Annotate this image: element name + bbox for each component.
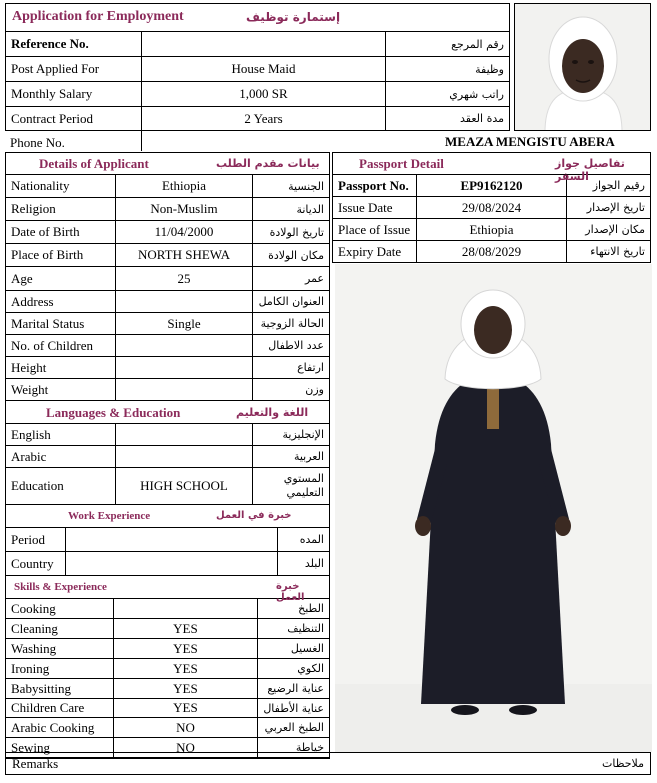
full-body-illustration — [335, 264, 652, 752]
skill-label-arabic: التنظيف — [258, 619, 330, 639]
arabic-label: Arabic — [6, 446, 116, 468]
detail-row — [6, 267, 330, 291]
skill-value: NO — [113, 738, 258, 758]
skill-label-arabic: عناية الأطفال — [258, 699, 330, 718]
headshot-illustration — [515, 4, 651, 131]
age-label-arabic: عمر — [253, 267, 330, 291]
weight-label-arabic: وزن — [253, 379, 330, 401]
header-table — [5, 31, 510, 131]
details-title: Details of Applicant — [39, 156, 149, 171]
address-label: Address — [6, 291, 116, 313]
nationality-value: Ethiopia — [116, 175, 253, 198]
work-heading — [6, 505, 329, 527]
skill-label-arabic: الطبخ — [258, 599, 330, 619]
detail-row — [6, 198, 330, 221]
skill-label: Cooking — [6, 599, 114, 619]
skill-label: Ironing — [6, 659, 114, 679]
language-row — [6, 424, 330, 446]
skill-value: YES — [113, 699, 258, 718]
salary-label: Monthly Salary — [6, 82, 142, 107]
religion-label-arabic: الديانة — [253, 198, 330, 221]
details-title-arabic: بيانات مقدم الطلب — [216, 157, 320, 170]
remarks-label-arabic: ملاحظات — [602, 757, 644, 770]
salary-label-arabic: راتب شهري — [386, 82, 510, 107]
remarks-label: Remarks — [12, 756, 59, 771]
issue-date-value: 29/08/2024 — [417, 197, 567, 219]
period-label-arabic: المده — [278, 528, 330, 552]
skill-row — [6, 639, 330, 659]
education-value: HIGH SCHOOL — [116, 468, 253, 505]
skills-title-arabic: خبرة العمل — [276, 581, 305, 603]
skill-label-arabic: عناية الرضيع — [258, 679, 330, 699]
passport-title: Passport Detail — [359, 156, 444, 171]
children-label: No. of Children — [6, 335, 116, 357]
dob-label-arabic: تاريخ الولادة — [253, 221, 330, 244]
height-value — [116, 357, 253, 379]
expiry-date-label: Expiry Date — [333, 241, 417, 263]
education-label: Education — [6, 468, 116, 505]
english-label-arabic: الإنجليزية — [253, 424, 330, 446]
passport-table — [332, 174, 651, 263]
country-label-arabic: البلد — [278, 552, 330, 576]
skill-row — [6, 679, 330, 699]
pob-value: NORTH SHEWA — [116, 244, 253, 267]
applicant-name: MEAZA MENGISTU ABERA — [445, 134, 615, 149]
languages-title-arabic: اللغة والتعليم — [236, 406, 309, 419]
detail-row — [6, 313, 330, 335]
details-heading — [6, 153, 329, 174]
religion-label: Religion — [6, 198, 116, 221]
religion-value: Non-Muslim — [116, 198, 253, 221]
passport-no-label-arabic: رقيم الجواز — [567, 175, 651, 197]
application-title: Application for Employment — [12, 9, 184, 24]
skill-value: YES — [113, 639, 258, 659]
skill-row — [6, 699, 330, 718]
details-section — [5, 152, 330, 759]
expiry-date-label-arabic: تاريخ الانتهاء — [567, 241, 651, 263]
contract-label-arabic: مدة العقد — [386, 107, 510, 131]
detail-row — [6, 291, 330, 313]
post-label-arabic: وظيفة — [386, 57, 510, 82]
reference-row — [6, 32, 510, 57]
age-value: 25 — [116, 267, 253, 291]
header-section — [5, 3, 510, 131]
phone-value-box — [141, 131, 142, 151]
place-of-issue-value: Ethiopia — [417, 219, 567, 241]
language-row — [6, 468, 330, 505]
place-of-issue-label-arabic: مكان الإصدار — [567, 219, 651, 241]
skills-heading — [6, 576, 329, 603]
language-row — [6, 446, 330, 468]
issue-date-label-arabic: تاريخ الإصدار — [567, 197, 651, 219]
reference-value — [142, 32, 386, 57]
contract-row — [6, 107, 510, 131]
passport-row — [333, 197, 651, 219]
place-of-issue-label: Place of Issue — [333, 219, 417, 241]
english-label: English — [6, 424, 116, 446]
period-label: Period — [6, 528, 66, 552]
pob-label-arabic: مكان الولادة — [253, 244, 330, 267]
reference-label: Reference No. — [6, 32, 142, 57]
dob-label: Date of Birth — [6, 221, 116, 244]
details-table — [5, 174, 330, 401]
detail-row — [6, 175, 330, 198]
skill-label: Washing — [6, 639, 114, 659]
applicant-full-body-photo — [335, 264, 652, 752]
detail-row — [6, 357, 330, 379]
skill-row — [6, 718, 330, 738]
passport-row — [333, 241, 651, 263]
skill-row — [6, 619, 330, 639]
post-label: Post Applied For — [6, 57, 142, 82]
nationality-label-arabic: الجنسية — [253, 175, 330, 198]
height-label-arabic: ارتفاع — [253, 357, 330, 379]
english-value — [116, 424, 253, 446]
salary-value: 1,000 SR — [142, 82, 386, 107]
weight-label: Weight — [6, 379, 116, 401]
skill-label: Children Care — [6, 699, 114, 718]
detail-row — [6, 335, 330, 357]
detail-row — [6, 244, 330, 267]
languages-table — [5, 423, 330, 505]
passport-no-label: Passport No. — [333, 175, 417, 197]
height-label: Height — [6, 357, 116, 379]
pob-label: Place of Birth — [6, 244, 116, 267]
skill-label-arabic: الكوي — [258, 659, 330, 679]
arabic-label-arabic: العربية — [253, 446, 330, 468]
reference-label-arabic: رقم المرجع — [386, 32, 510, 57]
contract-label: Contract Period — [6, 107, 142, 131]
work-table — [5, 527, 330, 576]
education-label-arabic: المستوي التعليمي — [253, 468, 330, 505]
skill-row — [6, 659, 330, 679]
post-row — [6, 57, 510, 82]
passport-row — [333, 219, 651, 241]
children-label-arabic: عدد الاطفال — [253, 335, 330, 357]
skill-label-arabic: خياطة — [258, 738, 330, 758]
languages-title: Languages & Education — [46, 405, 181, 420]
skill-label-arabic: الطبخ العربي — [258, 718, 330, 738]
passport-heading — [333, 153, 650, 183]
salary-row — [6, 82, 510, 107]
work-row — [6, 528, 330, 552]
arabic-value — [116, 446, 253, 468]
skill-label: Arabic Cooking — [6, 718, 114, 738]
age-label: Age — [6, 267, 116, 291]
work-row — [6, 552, 330, 576]
contract-value: 2 Years — [142, 107, 386, 131]
skill-value — [113, 599, 258, 619]
skills-title: Skills & Experience — [14, 581, 107, 593]
passport-title-arabic: تفاصيل جواز السفر — [555, 157, 625, 183]
expiry-date-value: 28/08/2029 — [417, 241, 567, 263]
dob-value: 11/04/2000 — [116, 221, 253, 244]
application-title-arabic: إستمارة توظيف — [246, 10, 341, 24]
skills-table — [5, 598, 330, 758]
marital-value: Single — [116, 313, 253, 335]
issue-date-label: Issue Date — [333, 197, 417, 219]
work-title: Work Experience — [68, 510, 151, 522]
phone-label: Phone No. — [10, 135, 65, 150]
weight-value — [116, 379, 253, 401]
detail-row — [6, 221, 330, 244]
address-label-arabic: العنوان الكامل — [253, 291, 330, 313]
country-value — [66, 552, 278, 576]
post-value: House Maid — [142, 57, 386, 82]
skill-value: NO — [113, 718, 258, 738]
children-value — [116, 335, 253, 357]
marital-label-arabic: الحالة الزوجية — [253, 313, 330, 335]
skill-value: YES — [113, 679, 258, 699]
nationality-label: Nationality — [6, 175, 116, 198]
skill-label: Sewing — [6, 738, 114, 758]
skill-value: YES — [113, 659, 258, 679]
skill-value: YES — [113, 619, 258, 639]
country-label: Country — [6, 552, 66, 576]
passport-section — [332, 152, 651, 263]
detail-row — [6, 379, 330, 401]
passport-no-value: EP9162120 — [417, 175, 567, 197]
skill-label-arabic: الغسيل — [258, 639, 330, 659]
remarks-row — [5, 752, 651, 775]
work-title-arabic: خبرة في العمل — [216, 510, 292, 521]
marital-label: Marital Status — [6, 313, 116, 335]
skill-label: Babysitting — [6, 679, 114, 699]
period-value — [66, 528, 278, 552]
address-value — [116, 291, 253, 313]
applicant-headshot-photo — [514, 3, 651, 131]
skill-label: Cleaning — [6, 619, 114, 639]
languages-heading — [6, 401, 329, 423]
